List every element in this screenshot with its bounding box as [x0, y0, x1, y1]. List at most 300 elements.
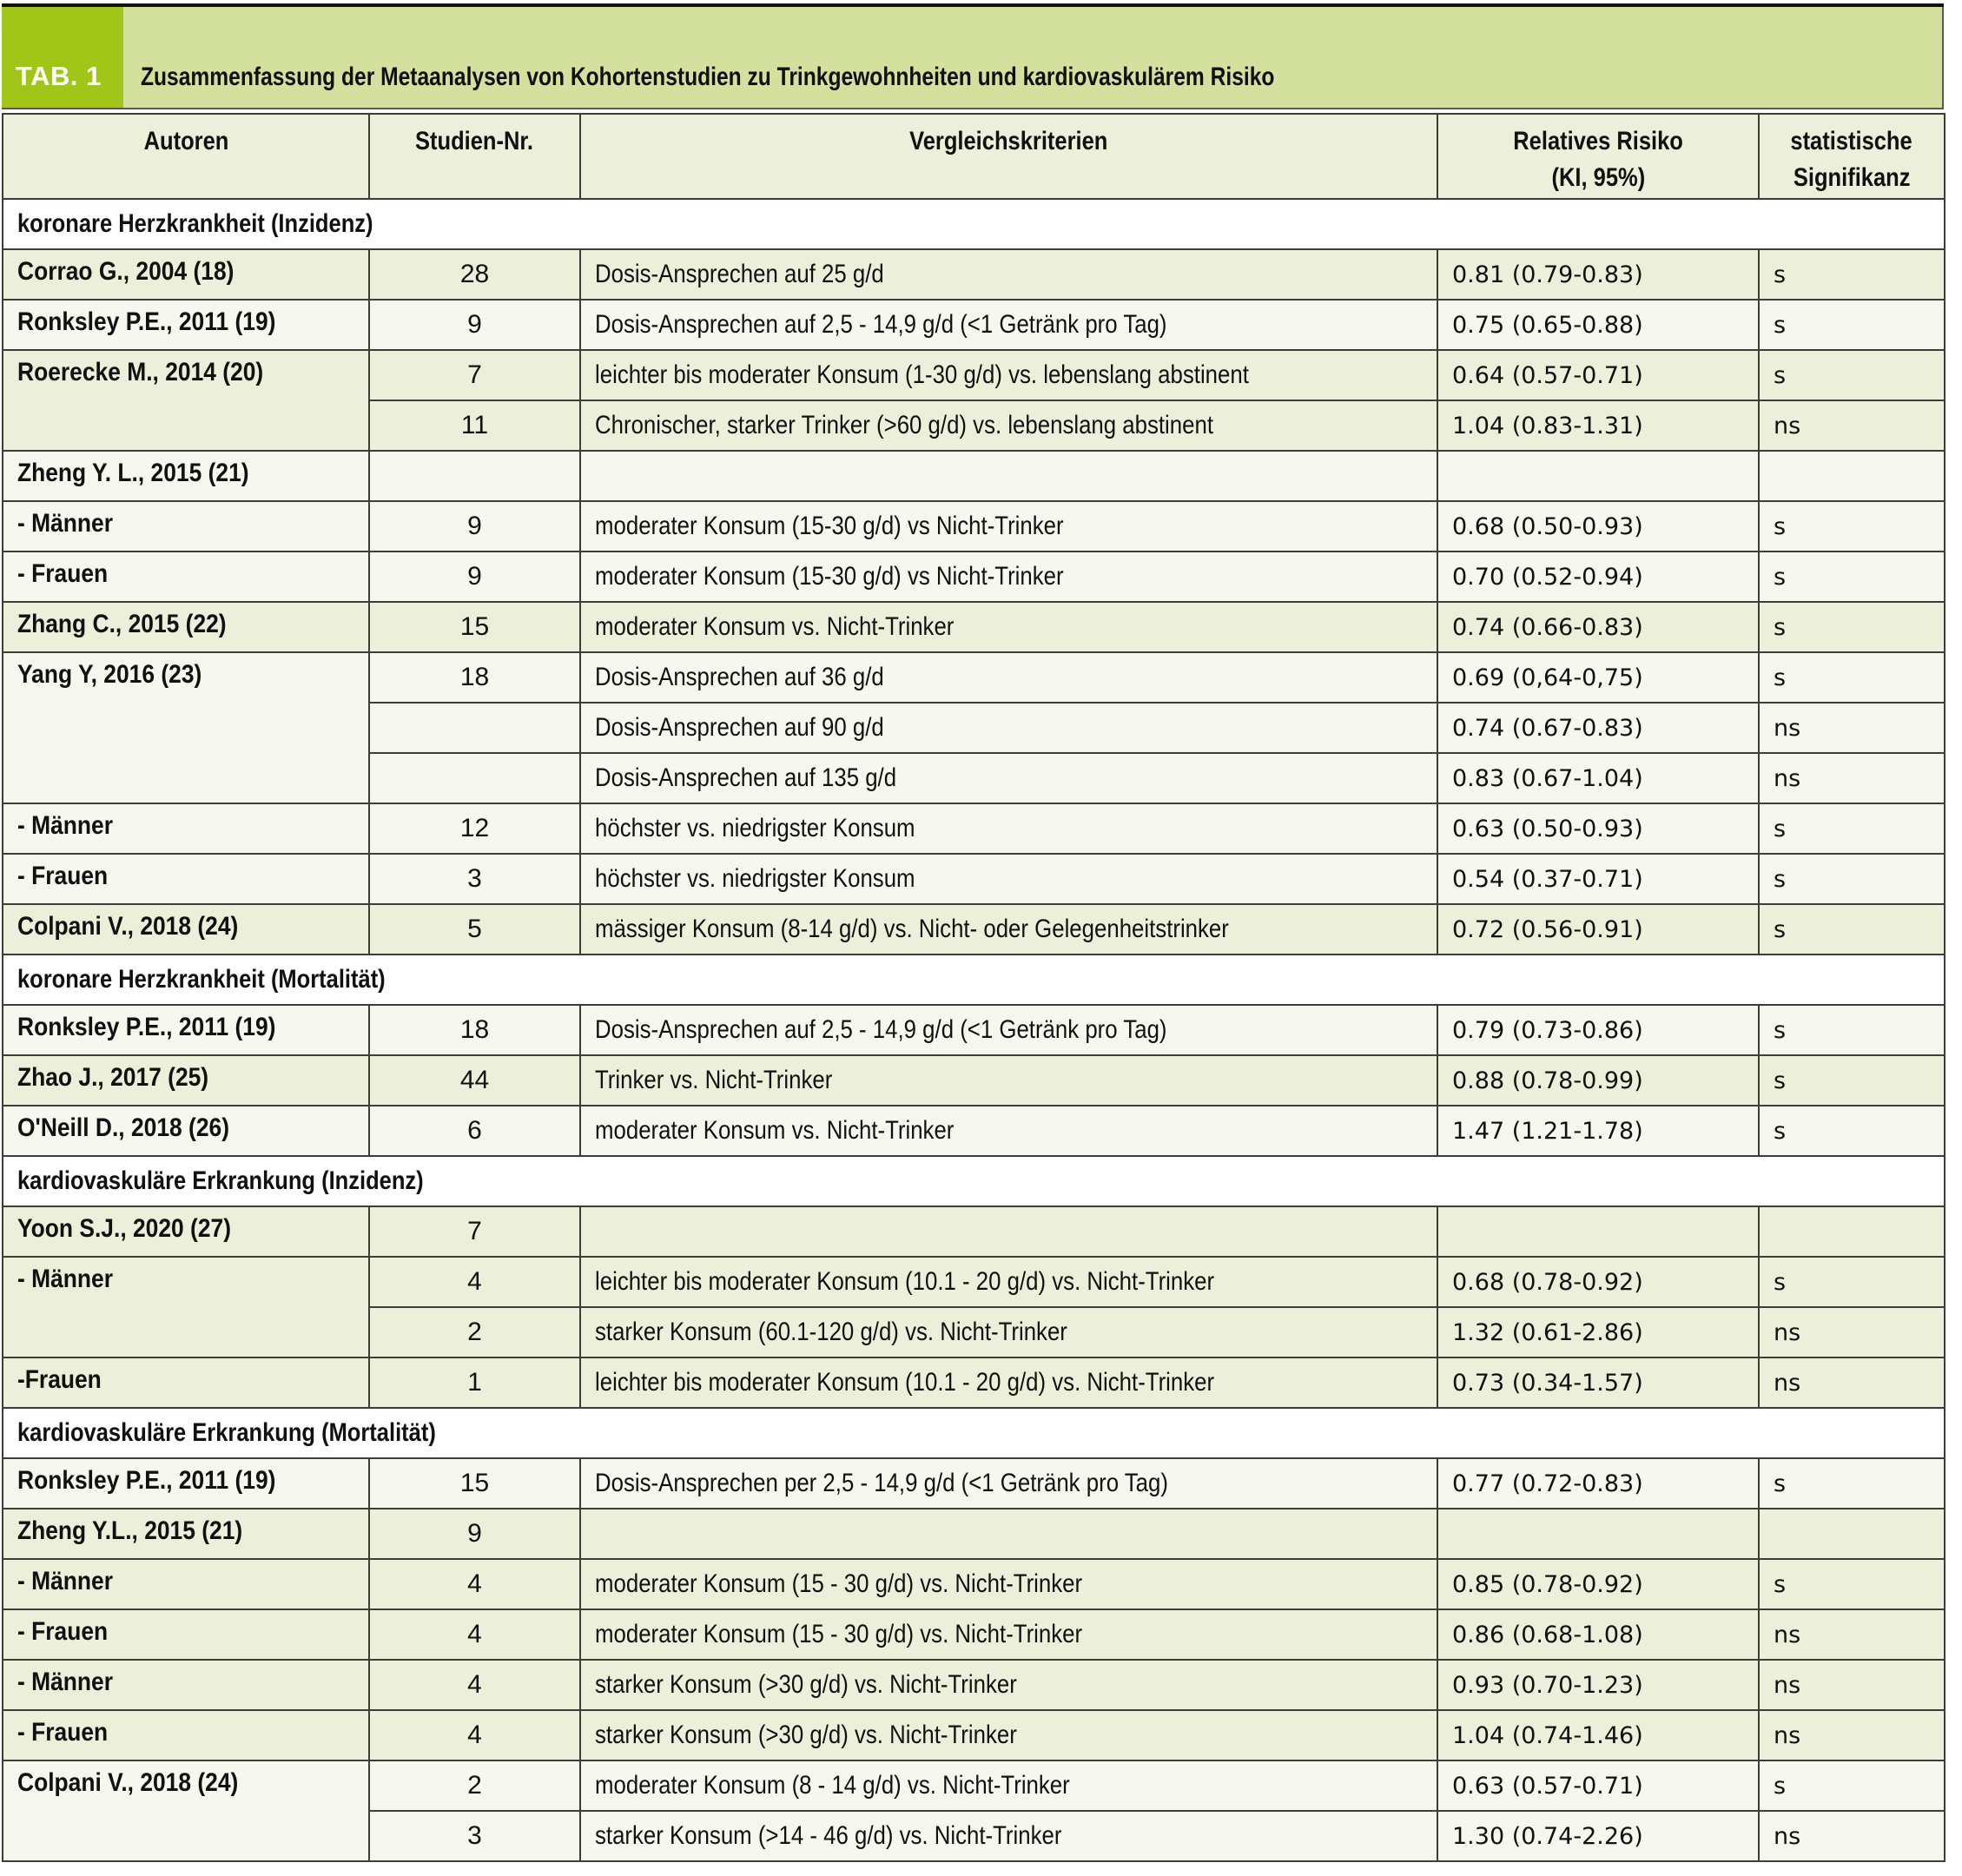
significance-cell-text: ns — [1774, 764, 1801, 792]
study-count-cell — [369, 1509, 580, 1559]
relative-risk-cell-text: 0.74 (0.67-0.83) — [1452, 714, 1643, 742]
author-cell — [3, 350, 369, 451]
criteria-cell-text: Trinker vs. Nicht-Trinker — [595, 1066, 833, 1094]
table-row — [3, 1257, 1945, 1307]
criteria-cell-text: leichter bis moderater Konsum (10.1 - 20 g/d) vs. Nicht-Trinker — [595, 1368, 1215, 1397]
criteria-cell — [580, 1257, 1437, 1307]
significance-cell — [1759, 1811, 1945, 1861]
study-count-cell — [369, 904, 580, 955]
criteria-cell — [580, 1660, 1437, 1710]
significance-cell-text: s — [1774, 1117, 1787, 1145]
author-cell-text: Ronksley P.E., 2011 (19) — [17, 1466, 276, 1495]
author-cell — [3, 451, 369, 501]
criteria-cell — [580, 552, 1437, 602]
relative-risk-cell — [1437, 1257, 1759, 1307]
criteria-cell — [580, 652, 1437, 703]
table-row — [3, 501, 1945, 552]
relative-risk-cell-text: 0.86 (0.68-1.08) — [1452, 1621, 1643, 1648]
relative-risk-cell — [1437, 1357, 1759, 1408]
study-count-cell — [369, 854, 580, 904]
author-cell-text: - Männer — [17, 1567, 114, 1595]
author-cell — [3, 652, 369, 803]
table-figure — [2, 3, 1944, 1862]
author-cell-text: Zhang C., 2015 (22) — [17, 610, 227, 638]
relative-risk-cell — [1437, 1509, 1759, 1559]
relative-risk-cell — [1437, 1660, 1759, 1710]
study-count-cell-text: 18 — [459, 1015, 490, 1044]
study-count-cell — [369, 1458, 580, 1509]
study-count-cell — [369, 1055, 580, 1106]
study-count-cell-text: 28 — [459, 260, 490, 288]
significance-cell — [1759, 1206, 1945, 1257]
relative-risk-cell-text: 0.54 (0.37-0.71) — [1452, 865, 1643, 893]
criteria-cell-text: Dosis-Ansprechen auf 2,5 - 14,9 g/d (<1 Getränk pro Tag) — [595, 310, 1167, 339]
study-count-cell — [369, 803, 580, 854]
study-count-cell — [369, 1609, 580, 1660]
relative-risk-cell-text: 0.64 (0.57-0.71) — [1452, 361, 1643, 389]
author-cell — [3, 1458, 369, 1509]
criteria-cell-text: Dosis-Ansprechen per 2,5 - 14,9 g/d (<1 Getränk pro Tag) — [595, 1469, 1168, 1497]
author-cell-text: - Männer — [17, 1265, 114, 1293]
section-header-row — [3, 955, 1945, 1005]
criteria-cell-text: leichter bis moderater Konsum (1-30 g/d) vs. lebenslang abstinent — [595, 360, 1249, 389]
section-title — [3, 955, 1945, 1005]
study-count-cell — [369, 300, 580, 350]
column-header-sig-line1: statistische — [1790, 127, 1913, 155]
author-cell — [3, 1005, 369, 1055]
significance-cell — [1759, 451, 1945, 501]
criteria-cell-text: Dosis-Ansprechen auf 36 g/d — [595, 663, 884, 691]
author-cell — [3, 1559, 369, 1609]
significance-cell-text: s — [1774, 1772, 1787, 1800]
criteria-cell-text: Dosis-Ansprechen auf 2,5 - 14,9 g/d (<1 Getränk pro Tag) — [595, 1015, 1167, 1044]
significance-cell — [1759, 552, 1945, 602]
relative-risk-cell — [1437, 1106, 1759, 1156]
study-count-cell — [369, 249, 580, 300]
significance-cell — [1759, 753, 1945, 803]
section-title-text: kardiovaskuläre Erkrankung (Inzidenz) — [17, 1166, 424, 1195]
table-row — [3, 1660, 1945, 1710]
significance-cell — [1759, 350, 1945, 400]
author-cell — [3, 602, 369, 652]
relative-risk-cell — [1437, 1710, 1759, 1760]
column-header-criteria-label: Vergleichskriterien — [909, 127, 1108, 155]
section-title-text: koronare Herzkrankheit (Mortalität) — [17, 965, 386, 994]
criteria-cell-text: leichter bis moderater Konsum (10.1 - 20 g/d) vs. Nicht-Trinker — [595, 1267, 1215, 1296]
column-header-sig-line2: Signifikanz — [1793, 163, 1911, 192]
significance-cell — [1759, 1257, 1945, 1307]
significance-cell — [1759, 1609, 1945, 1660]
author-cell — [3, 300, 369, 350]
table-number-badge: TAB. 1 — [2, 7, 123, 108]
relative-risk-cell-text: 0.63 (0.50-0.93) — [1452, 815, 1643, 842]
table-caption-bar — [2, 7, 1944, 109]
column-header-significance — [1759, 114, 1945, 199]
table-row — [3, 1559, 1945, 1609]
criteria-cell — [580, 703, 1437, 753]
author-cell-text: Zheng Y.L., 2015 (21) — [17, 1516, 243, 1545]
study-count-cell — [369, 602, 580, 652]
header-row — [3, 114, 1945, 199]
study-count-cell-text: 18 — [459, 663, 490, 691]
significance-cell — [1759, 249, 1945, 300]
study-count-cell-text: 4 — [467, 1721, 482, 1749]
relative-risk-cell — [1437, 552, 1759, 602]
author-cell-text: - Frauen — [17, 1617, 109, 1646]
table-row — [3, 1357, 1945, 1408]
significance-cell — [1759, 1509, 1945, 1559]
significance-cell — [1759, 1760, 1945, 1811]
author-cell-text: Zhao J., 2017 (25) — [17, 1063, 209, 1092]
criteria-cell-text: Dosis-Ansprechen auf 135 g/d — [595, 763, 897, 792]
significance-cell-text: s — [1774, 563, 1787, 591]
criteria-cell — [580, 1710, 1437, 1760]
relative-risk-cell-text: 0.77 (0.72-0.83) — [1452, 1470, 1643, 1497]
table-row — [3, 1005, 1945, 1055]
relative-risk-cell — [1437, 1559, 1759, 1609]
author-cell-text: -Frauen — [17, 1365, 102, 1394]
relative-risk-cell — [1437, 753, 1759, 803]
relative-risk-cell-text: 0.73 (0.34-1.57) — [1452, 1369, 1643, 1397]
study-count-cell-text: 2 — [467, 1318, 482, 1346]
significance-cell — [1759, 1710, 1945, 1760]
author-cell — [3, 1660, 369, 1710]
study-count-cell-text: 15 — [459, 1469, 490, 1497]
table-row — [3, 1206, 1945, 1257]
significance-cell — [1759, 1458, 1945, 1509]
study-count-cell — [369, 1307, 580, 1357]
study-count-cell-text: 9 — [467, 512, 482, 540]
study-count-cell-text: 3 — [467, 864, 482, 893]
author-cell — [3, 1357, 369, 1408]
significance-cell — [1759, 400, 1945, 451]
relative-risk-cell — [1437, 1206, 1759, 1257]
author-cell — [3, 1760, 369, 1861]
relative-risk-cell-text: 0.88 (0.78-0.99) — [1452, 1067, 1643, 1094]
column-header-authors-label: Autoren — [143, 127, 228, 155]
section-title-text: kardiovaskuläre Erkrankung (Mortalität) — [17, 1418, 436, 1447]
author-cell-text: - Frauen — [17, 1718, 109, 1747]
author-cell-text: O'Neill D., 2018 (26) — [17, 1113, 229, 1142]
author-cell-text: Colpani V., 2018 (24) — [17, 912, 239, 941]
relative-risk-cell-text: 0.70 (0.52-0.94) — [1452, 563, 1643, 591]
criteria-cell — [580, 1509, 1437, 1559]
criteria-cell — [580, 1609, 1437, 1660]
significance-cell-text: ns — [1774, 1671, 1801, 1699]
significance-cell-text: s — [1774, 865, 1787, 893]
study-count-cell — [369, 1760, 580, 1811]
study-count-cell — [369, 1257, 580, 1307]
criteria-cell — [580, 451, 1437, 501]
significance-cell — [1759, 703, 1945, 753]
author-cell — [3, 249, 369, 300]
criteria-cell — [580, 1811, 1437, 1861]
criteria-cell-text: starker Konsum (>30 g/d) vs. Nicht-Trinker — [595, 1721, 1017, 1749]
study-count-cell-text: 4 — [467, 1620, 482, 1648]
significance-cell-text: s — [1774, 613, 1787, 641]
column-header-relative-risk — [1437, 114, 1759, 199]
significance-cell — [1759, 1005, 1945, 1055]
criteria-cell-text: mässiger Konsum (8-14 g/d) vs. Nicht- oder Gelegenheitstrinker — [595, 915, 1229, 943]
author-cell-text: Ronksley P.E., 2011 (19) — [17, 1013, 276, 1041]
table-row — [3, 1710, 1945, 1760]
table-row — [3, 904, 1945, 955]
study-count-cell-text: 5 — [467, 915, 482, 943]
significance-cell — [1759, 904, 1945, 955]
table-row — [3, 350, 1945, 400]
criteria-cell-text: starker Konsum (60.1-120 g/d) vs. Nicht-Trinker — [595, 1318, 1067, 1346]
author-cell-text: Yoon S.J., 2020 (27) — [17, 1214, 232, 1243]
criteria-cell — [580, 854, 1437, 904]
study-count-cell — [369, 501, 580, 552]
study-count-cell — [369, 753, 580, 803]
relative-risk-cell-text: 0.81 (0.79-0.83) — [1452, 261, 1643, 288]
author-cell-text: - Frauen — [17, 862, 109, 890]
significance-cell-text: s — [1774, 1570, 1787, 1598]
study-count-cell-text: 4 — [467, 1670, 482, 1699]
column-header-criteria — [580, 114, 1437, 199]
relative-risk-cell-text: 0.68 (0.50-0.93) — [1452, 512, 1643, 540]
relative-risk-cell — [1437, 1458, 1759, 1509]
study-count-cell — [369, 1660, 580, 1710]
author-cell-text: - Männer — [17, 811, 114, 840]
relative-risk-cell-text: 0.93 (0.70-1.23) — [1452, 1671, 1643, 1699]
author-cell — [3, 1055, 369, 1106]
criteria-cell — [580, 300, 1437, 350]
significance-cell-text: s — [1774, 915, 1787, 943]
study-count-cell — [369, 552, 580, 602]
relative-risk-cell — [1437, 1307, 1759, 1357]
study-count-cell — [369, 1559, 580, 1609]
relative-risk-cell-text: 1.04 (0.83-1.31) — [1452, 412, 1643, 439]
criteria-cell — [580, 1760, 1437, 1811]
criteria-cell — [580, 602, 1437, 652]
criteria-cell — [580, 1559, 1437, 1609]
study-count-cell-text: 7 — [467, 360, 482, 389]
study-count-cell-text: 3 — [467, 1821, 482, 1850]
study-count-cell — [369, 1106, 580, 1156]
relative-risk-cell — [1437, 1005, 1759, 1055]
author-cell-text: - Männer — [17, 1668, 114, 1696]
criteria-cell — [580, 1458, 1437, 1509]
author-cell-text: Zheng Y. L., 2015 (21) — [17, 459, 249, 487]
section-title — [3, 199, 1945, 249]
table-row — [3, 300, 1945, 350]
criteria-cell — [580, 753, 1437, 803]
author-cell — [3, 854, 369, 904]
table-row — [3, 1458, 1945, 1509]
author-cell-text: Roerecke M., 2014 (20) — [17, 358, 264, 386]
author-cell-text: Corrao G., 2004 (18) — [17, 257, 235, 286]
section-title — [3, 1408, 1945, 1458]
study-count-cell-text: 4 — [467, 1267, 482, 1296]
study-count-cell-text: 9 — [467, 1519, 482, 1548]
author-cell — [3, 1257, 369, 1357]
column-header-study-count — [369, 114, 580, 199]
criteria-cell — [580, 1206, 1437, 1257]
table-row — [3, 803, 1945, 854]
author-cell — [3, 1509, 369, 1559]
criteria-cell — [580, 350, 1437, 400]
significance-cell — [1759, 300, 1945, 350]
relative-risk-cell — [1437, 300, 1759, 350]
significance-cell — [1759, 1559, 1945, 1609]
table-row — [3, 1509, 1945, 1559]
significance-cell — [1759, 1106, 1945, 1156]
column-header-rr-line1: Relatives Risiko — [1513, 127, 1683, 155]
study-count-cell-text: 11 — [460, 411, 489, 439]
significance-cell-text: s — [1774, 261, 1787, 288]
significance-cell-text: ns — [1774, 1721, 1801, 1749]
criteria-cell-text: Dosis-Ansprechen auf 25 g/d — [595, 260, 884, 288]
criteria-cell — [580, 249, 1437, 300]
author-cell — [3, 1206, 369, 1257]
relative-risk-cell — [1437, 854, 1759, 904]
relative-risk-cell — [1437, 703, 1759, 753]
table-row — [3, 249, 1945, 300]
section-title — [3, 1156, 1945, 1206]
criteria-cell-text: starker Konsum (>14 - 46 g/d) vs. Nicht-Trinker — [595, 1821, 1062, 1850]
author-cell-text: Ronksley P.E., 2011 (19) — [17, 307, 276, 336]
author-cell — [3, 501, 369, 552]
relative-risk-cell — [1437, 602, 1759, 652]
column-header-authors — [3, 114, 369, 199]
relative-risk-cell-text: 0.79 (0.73-0.86) — [1452, 1016, 1643, 1044]
table-title-text: Zusammenfassung der Metaanalysen von Kohortenstudien zu Trinkgewohnheiten und kardiovaskulärem Risiko — [141, 63, 1275, 91]
study-count-cell — [369, 400, 580, 451]
column-header-rr-line2: (KI, 95%) — [1551, 163, 1645, 192]
study-count-cell — [369, 451, 580, 501]
section-header-row — [3, 1408, 1945, 1458]
relative-risk-cell-text: 1.32 (0.61-2.86) — [1452, 1318, 1643, 1346]
study-count-cell — [369, 652, 580, 703]
significance-cell-text: s — [1774, 1067, 1787, 1094]
study-count-cell-text: 9 — [467, 310, 482, 339]
study-count-cell — [369, 1710, 580, 1760]
author-cell — [3, 1710, 369, 1760]
relative-risk-cell — [1437, 1609, 1759, 1660]
study-count-cell-text: 7 — [467, 1217, 482, 1245]
relative-risk-cell — [1437, 652, 1759, 703]
table-row — [3, 602, 1945, 652]
author-cell — [3, 803, 369, 854]
criteria-cell — [580, 904, 1437, 955]
relative-risk-cell-text: 0.72 (0.56-0.91) — [1452, 915, 1643, 943]
study-count-cell-text: 2 — [467, 1771, 482, 1800]
table-row — [3, 652, 1945, 703]
relative-risk-cell — [1437, 451, 1759, 501]
author-cell — [3, 1609, 369, 1660]
data-table — [2, 113, 1945, 1862]
relative-risk-cell-text: 0.83 (0.67-1.04) — [1452, 764, 1643, 792]
author-cell-text: - Männer — [17, 509, 114, 538]
study-count-cell-text: 6 — [467, 1116, 482, 1145]
criteria-cell-text: Chronischer, starker Trinker (>60 g/d) vs. lebenslang abstinent — [595, 411, 1214, 439]
criteria-cell-text: moderater Konsum vs. Nicht-Trinker — [595, 612, 955, 641]
author-cell-text: Colpani V., 2018 (24) — [17, 1768, 239, 1797]
study-count-cell — [369, 1811, 580, 1861]
criteria-cell-text: höchster vs. niedrigster Konsum — [595, 814, 915, 842]
relative-risk-cell-text: 0.68 (0.78-0.92) — [1452, 1268, 1643, 1296]
section-header-row — [3, 199, 1945, 249]
relative-risk-cell-text: 0.69 (0,64-0,75) — [1452, 664, 1643, 691]
relative-risk-cell — [1437, 350, 1759, 400]
relative-risk-cell — [1437, 1055, 1759, 1106]
column-header-study-count-label: Studien-Nr. — [415, 127, 534, 155]
relative-risk-cell-text: 0.75 (0.65-0.88) — [1452, 311, 1643, 339]
significance-cell-text: s — [1774, 815, 1787, 842]
criteria-cell — [580, 1307, 1437, 1357]
significance-cell-text: s — [1774, 361, 1787, 389]
study-count-cell — [369, 1005, 580, 1055]
study-count-cell-text: 44 — [459, 1066, 490, 1094]
author-cell-text: - Frauen — [17, 559, 109, 588]
significance-cell-text: s — [1774, 311, 1787, 339]
criteria-cell — [580, 803, 1437, 854]
study-count-cell-text: 4 — [467, 1569, 482, 1598]
author-cell — [3, 1106, 369, 1156]
relative-risk-cell-text: 1.04 (0.74-1.46) — [1452, 1721, 1643, 1749]
significance-cell — [1759, 803, 1945, 854]
table-row — [3, 854, 1945, 904]
significance-cell — [1759, 854, 1945, 904]
study-count-cell-text: 1 — [467, 1368, 482, 1397]
author-cell — [3, 552, 369, 602]
criteria-cell-text: moderater Konsum (15-30 g/d) vs Nicht-Trinker — [595, 562, 1064, 591]
criteria-cell-text: starker Konsum (>30 g/d) vs. Nicht-Trinker — [595, 1670, 1017, 1699]
relative-risk-cell — [1437, 1760, 1759, 1811]
table-body — [3, 199, 1945, 1861]
study-count-cell — [369, 1206, 580, 1257]
relative-risk-cell — [1437, 1811, 1759, 1861]
table-row — [3, 1055, 1945, 1106]
criteria-cell-text: Dosis-Ansprechen auf 90 g/d — [595, 713, 884, 742]
significance-cell — [1759, 1055, 1945, 1106]
criteria-cell — [580, 400, 1437, 451]
significance-cell — [1759, 652, 1945, 703]
table-row — [3, 451, 1945, 501]
relative-risk-cell-text: 0.74 (0.66-0.83) — [1452, 613, 1643, 641]
study-count-cell-text: 12 — [459, 814, 490, 842]
significance-cell-text: s — [1774, 1016, 1787, 1044]
significance-cell-text: s — [1774, 1268, 1787, 1296]
significance-cell-text: ns — [1774, 412, 1801, 439]
significance-cell-text: s — [1774, 512, 1787, 540]
criteria-cell-text: moderater Konsum (15 - 30 g/d) vs. Nicht-Trinker — [595, 1620, 1083, 1648]
significance-cell — [1759, 1660, 1945, 1710]
study-count-cell — [369, 350, 580, 400]
criteria-cell — [580, 1055, 1437, 1106]
study-count-cell — [369, 703, 580, 753]
significance-cell — [1759, 1357, 1945, 1408]
section-title-text: koronare Herzkrankheit (Inzidenz) — [17, 209, 373, 238]
table-title — [123, 7, 1942, 108]
criteria-cell-text: höchster vs. niedrigster Konsum — [595, 864, 915, 893]
criteria-cell — [580, 1106, 1437, 1156]
relative-risk-cell-text: 0.63 (0.57-0.71) — [1452, 1772, 1643, 1800]
criteria-cell — [580, 501, 1437, 552]
relative-risk-cell-text: 0.85 (0.78-0.92) — [1452, 1570, 1643, 1598]
relative-risk-cell-text: 1.30 (0.74-2.26) — [1452, 1822, 1643, 1850]
table-row — [3, 552, 1945, 602]
significance-cell-text: ns — [1774, 1822, 1801, 1850]
criteria-cell-text: moderater Konsum (15-30 g/d) vs Nicht-Trinker — [595, 512, 1064, 540]
author-cell-text: Yang Y, 2016 (23) — [17, 660, 202, 689]
relative-risk-cell — [1437, 803, 1759, 854]
significance-cell-text: ns — [1774, 1318, 1801, 1346]
significance-cell-text: ns — [1774, 1369, 1801, 1397]
significance-cell — [1759, 501, 1945, 552]
